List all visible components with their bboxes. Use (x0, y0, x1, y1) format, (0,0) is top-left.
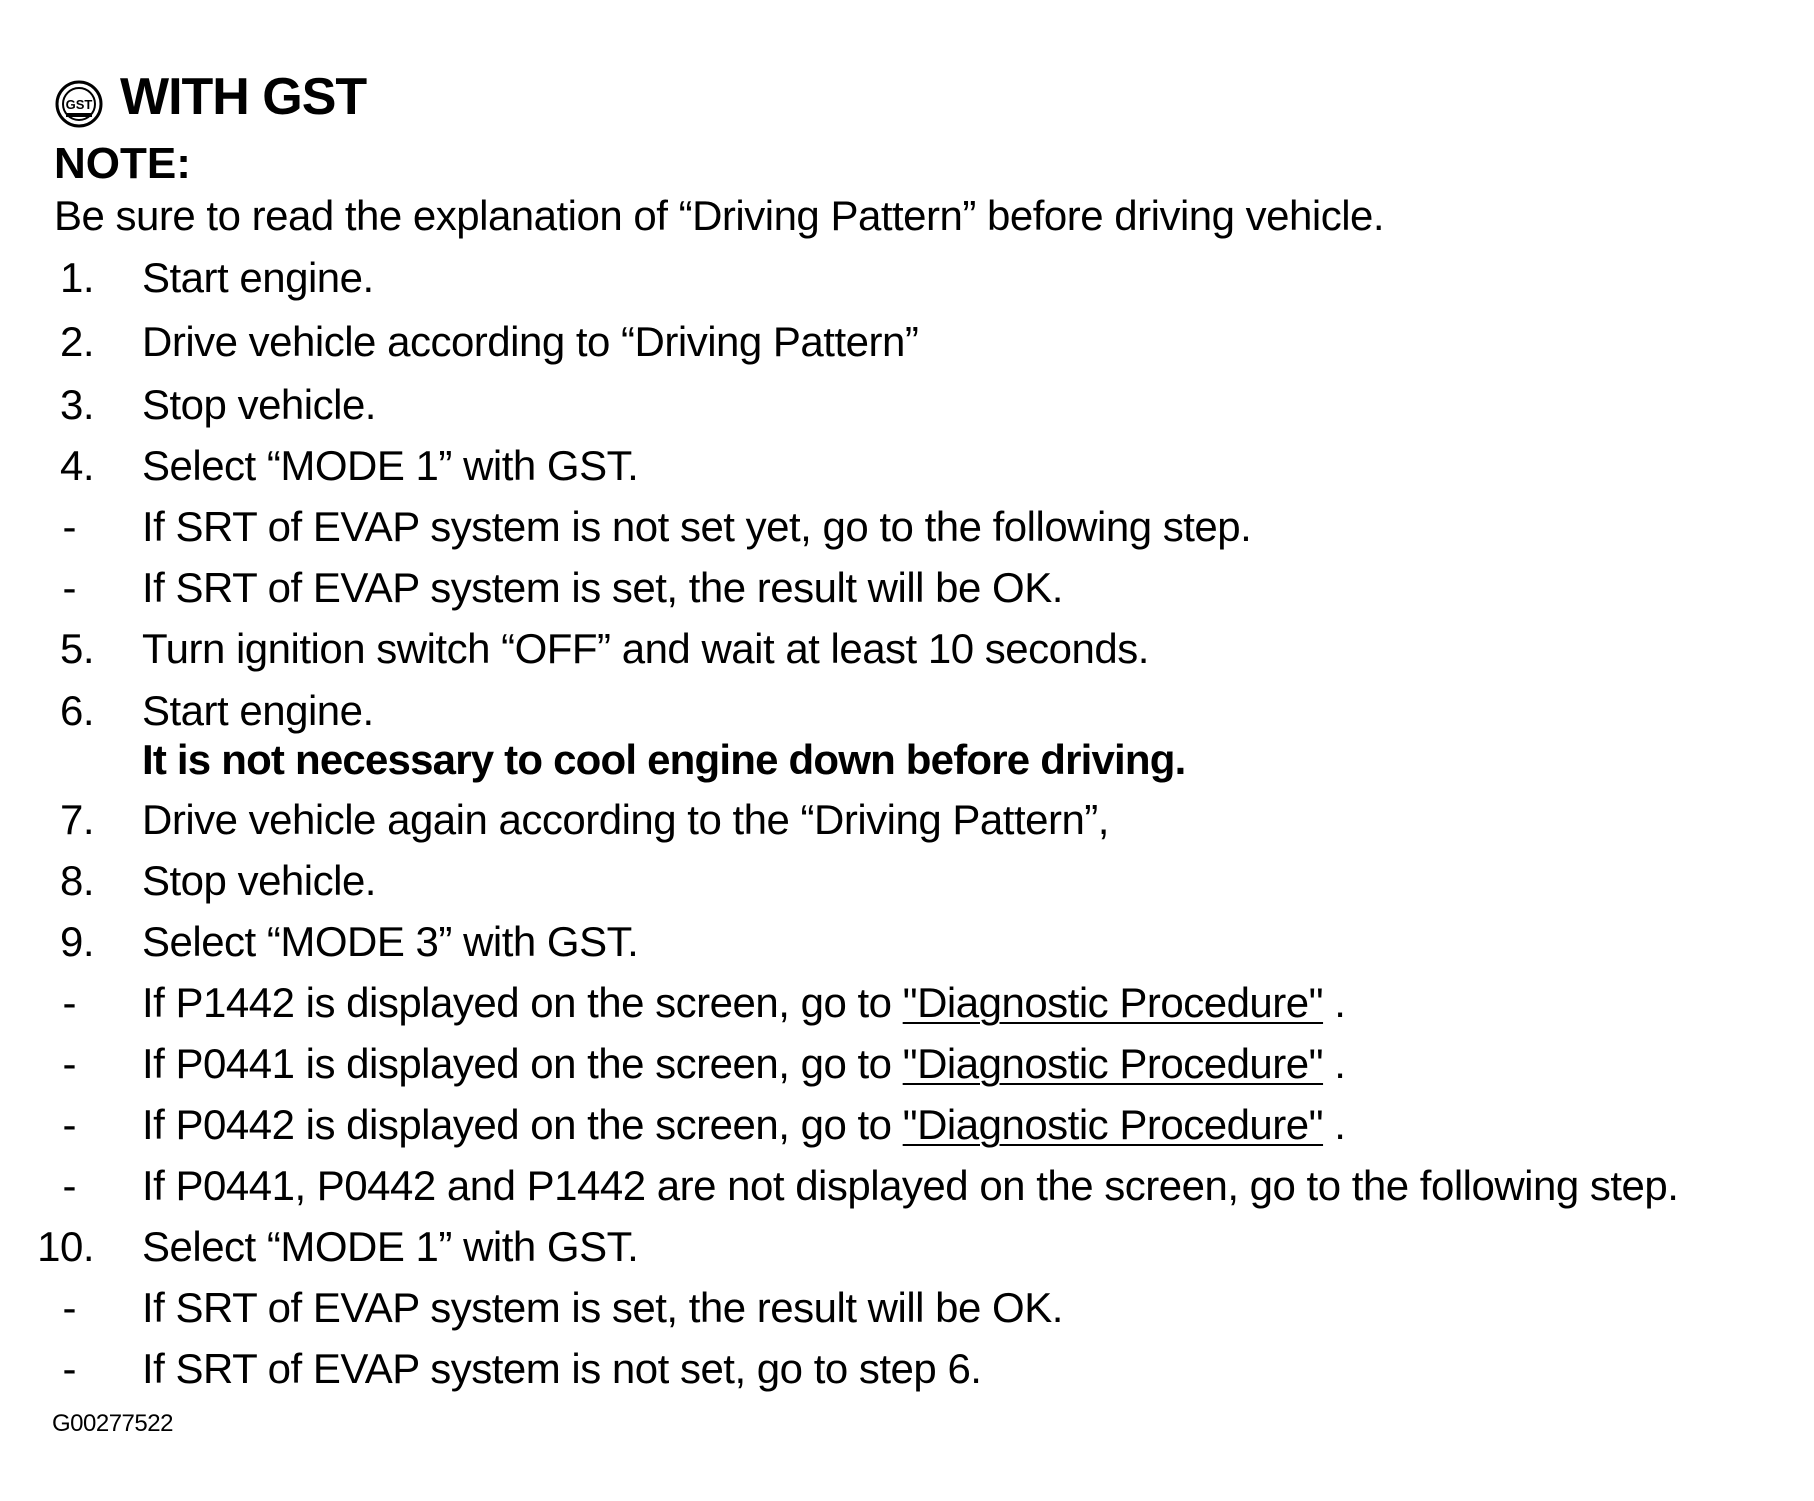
step-note (0, 730, 1814, 790)
sub-step-text (142, 973, 1345, 1033)
figure-id: G00277522 (52, 1410, 173, 1437)
sub-step-text: If SRT of EVAP system is set, the result will be OK. (142, 1284, 1063, 1331)
sub-step-text: If SRT of EVAP system is not set yet, go to the following step. (142, 503, 1252, 550)
bullet-dash: - (62, 503, 76, 550)
sub-step-item (0, 973, 1814, 1033)
diagnostic-procedure-link[interactable]: "Diagnostic Procedure" (902, 979, 1324, 1026)
step-number: 9. (59, 918, 94, 965)
sub-step-tail: . (1323, 979, 1346, 1026)
sub-step-lead: If P1442 is displayed on the screen, go to (142, 979, 903, 1026)
step-item (0, 790, 1814, 850)
diagnostic-procedure-link[interactable]: "Diagnostic Procedure" (902, 1040, 1324, 1087)
sub-step-item (0, 1278, 1814, 1338)
bullet-dash: - (62, 1101, 76, 1148)
step-number: 10. (37, 1223, 94, 1270)
step-item (0, 436, 1814, 496)
bullet-dash: - (62, 1040, 76, 1087)
step-item (0, 912, 1814, 972)
step-text: Stop vehicle. (142, 381, 376, 428)
step-text: Drive vehicle again according to the “Driving Pattern”, (142, 796, 1109, 843)
bullet-dash: - (62, 1284, 76, 1331)
bullet-dash: - (62, 979, 76, 1026)
step-item (0, 312, 1814, 372)
step-item (0, 1217, 1814, 1277)
step-text: Select “MODE 1” with GST. (142, 1223, 639, 1270)
sub-step-tail: . (1323, 1040, 1346, 1087)
sub-step-text: If P0441, P0442 and P1442 are not displayed on the screen, go to the following step. (142, 1162, 1679, 1209)
step-number: 7. (59, 796, 94, 843)
bullet-dash: - (62, 1345, 76, 1392)
note-label: NOTE: (54, 139, 191, 188)
sub-step-item (0, 1095, 1814, 1155)
step-item (0, 248, 1814, 308)
diagnostic-procedure-link[interactable]: "Diagnostic Procedure" (902, 1101, 1324, 1148)
sub-step-text: If SRT of EVAP system is not set, go to step 6. (142, 1345, 982, 1392)
step-text: Stop vehicle. (142, 857, 376, 904)
sub-step-item (0, 497, 1814, 557)
step-text: Select “MODE 1” with GST. (142, 442, 639, 489)
step-text: Start engine. (142, 687, 374, 734)
page-title: WITH GST (120, 68, 367, 126)
step-text: Select “MODE 3” with GST. (142, 918, 639, 965)
sub-step-lead: If P0441 is displayed on the screen, go to (142, 1040, 903, 1087)
step-number: 3. (59, 381, 94, 428)
sub-step-item (0, 1156, 1814, 1216)
svg-text:GST: GST (65, 97, 93, 112)
sub-step-text (142, 1095, 1345, 1155)
sub-step-lead: If P0442 is displayed on the screen, go to (142, 1101, 903, 1148)
sub-step-item (0, 1034, 1814, 1094)
sub-step-tail: . (1323, 1101, 1346, 1148)
step-number: 2. (59, 318, 94, 365)
step-item (0, 375, 1814, 435)
sub-step-text (142, 1034, 1345, 1094)
step-number: 6. (59, 687, 94, 734)
step-text: Turn ignition switch “OFF” and wait at least 10 seconds. (142, 625, 1149, 672)
step-text: Start engine. (142, 254, 374, 301)
bullet-dash: - (62, 1162, 76, 1209)
step-text: Drive vehicle according to “Driving Pattern” (142, 318, 919, 365)
step-note-text: It is not necessary to cool engine down before driving. (142, 736, 1186, 783)
step-number: 8. (59, 857, 94, 904)
step-number: 1. (59, 254, 94, 301)
sub-step-item (0, 1339, 1814, 1399)
sub-step-text: If SRT of EVAP system is set, the result will be OK. (142, 564, 1063, 611)
step-item (0, 619, 1814, 679)
note-text: Be sure to read the explanation of “Driving Pattern” before driving vehicle. (54, 192, 1385, 239)
step-number: 5. (59, 625, 94, 672)
step-number: 4. (59, 442, 94, 489)
bullet-dash: - (62, 564, 76, 611)
sub-step-item (0, 558, 1814, 618)
step-item (0, 851, 1814, 911)
